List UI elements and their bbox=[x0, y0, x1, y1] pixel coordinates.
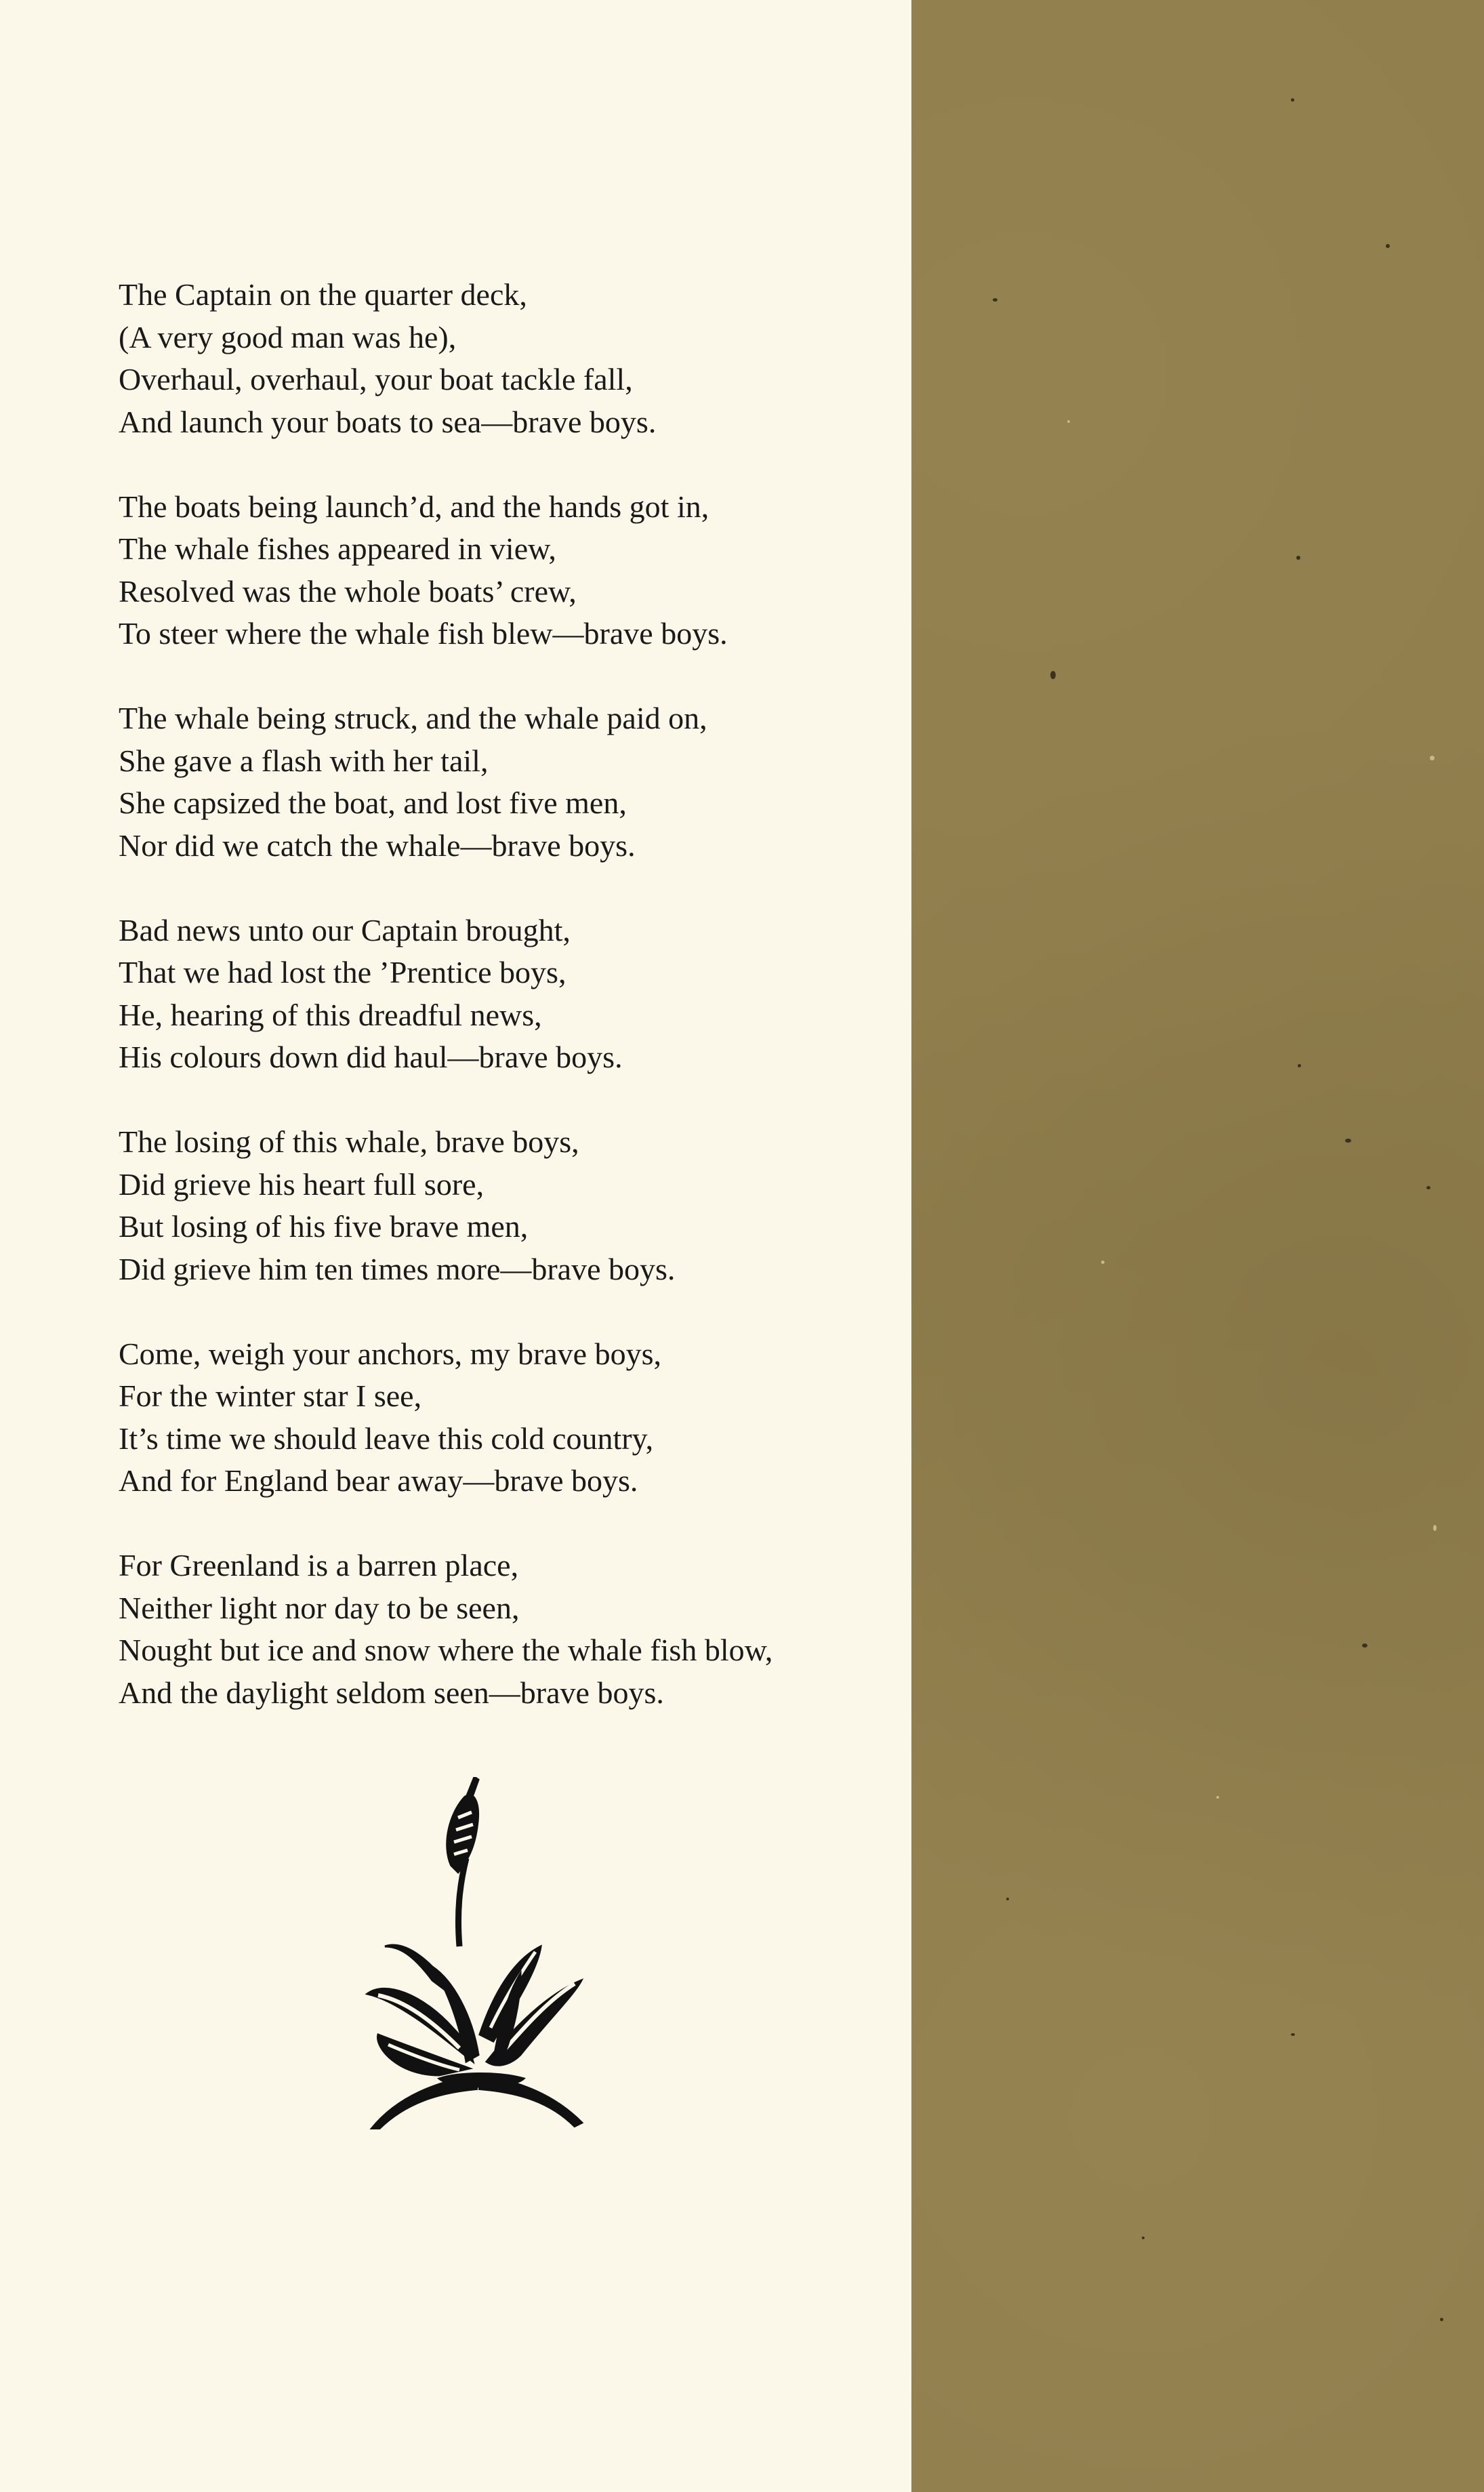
paper-fleck bbox=[1426, 1186, 1430, 1189]
paper-fleck bbox=[1362, 1643, 1367, 1648]
poem-line: Resolved was the whole boats’ crew, bbox=[119, 573, 577, 609]
poem-line: Come, weigh your anchors, my brave boys, bbox=[119, 1336, 662, 1371]
stanza-3 bbox=[119, 697, 891, 867]
paper-fleck bbox=[1433, 1525, 1437, 1531]
poem-text bbox=[119, 274, 891, 1714]
poem-line: And for England bear away—brave boys. bbox=[119, 1463, 638, 1498]
stanza-5 bbox=[119, 1121, 891, 1290]
poem-line: For the winter star I see, bbox=[119, 1378, 422, 1413]
poem-line: (A very good man was he), bbox=[119, 319, 457, 354]
poem-line: The whale being struck, and the whale paid on, bbox=[119, 701, 707, 735]
poem-line: Did grieve him ten times more—brave boys. bbox=[119, 1251, 676, 1286]
paper-fleck bbox=[1296, 556, 1300, 560]
stanza-2 bbox=[119, 486, 891, 655]
poem-line: Nought but ice and snow where the whale fish blow, bbox=[119, 1633, 773, 1667]
poem-line: Nor did we catch the whale—brave boys. bbox=[119, 828, 636, 863]
poem-line: And the daylight seldom seen—brave boys. bbox=[119, 1675, 664, 1710]
paper-fleck bbox=[1291, 2033, 1295, 2036]
paper-fleck bbox=[1386, 244, 1390, 248]
poem-line: Neither light nor day to be seen, bbox=[119, 1590, 520, 1625]
poem-line: His colours down did haul—brave boys. bbox=[119, 1040, 623, 1074]
paper-fleck bbox=[1430, 756, 1435, 760]
paper-fleck bbox=[993, 298, 997, 302]
poem-line: The boats being launch’d, and the hands got in, bbox=[119, 489, 709, 524]
paper-fleck bbox=[1101, 1261, 1105, 1264]
poem-line: That we had lost the ’Prentice boys, bbox=[119, 955, 566, 989]
cover-board bbox=[911, 0, 1484, 2492]
paper-fleck bbox=[1067, 420, 1070, 423]
poem-line: Did grieve his heart full sore, bbox=[119, 1166, 485, 1202]
poem-line: She capsized the boat, and lost five men, bbox=[119, 785, 627, 820]
poem-line: For Greenland is a barren place, bbox=[119, 1548, 519, 1582]
bulrush-woodcut-icon bbox=[358, 1777, 592, 2129]
poem-line: He, hearing of this dreadful news, bbox=[119, 997, 542, 1032]
paper-fleck bbox=[1440, 2318, 1443, 2321]
paper-fleck bbox=[1291, 98, 1294, 102]
poem-line: The losing of this whale, brave boys, bbox=[119, 1124, 579, 1159]
paper-fleck bbox=[1006, 1898, 1009, 1900]
poem-line: It’s time we should leave this cold country, bbox=[119, 1421, 654, 1456]
poem-line: The whale fishes appeared in view, bbox=[119, 531, 556, 566]
poem-line: And launch your boats to sea—brave boys. bbox=[119, 404, 657, 439]
paper-fleck bbox=[1142, 2236, 1145, 2239]
paper-fleck bbox=[1345, 1139, 1351, 1143]
poem-line: To steer where the whale fish blew—brave boys. bbox=[119, 616, 728, 651]
poem-line: Overhaul, overhaul, your boat tackle fall, bbox=[119, 362, 633, 396]
stanza-6 bbox=[119, 1333, 891, 1503]
stanza-1 bbox=[119, 274, 891, 443]
paper-fleck bbox=[1298, 1064, 1301, 1067]
paper-fleck bbox=[1050, 671, 1056, 679]
poem-line: Bad news unto our Captain brought, bbox=[119, 912, 571, 947]
paper-fleck bbox=[1216, 1796, 1219, 1799]
poem-line: She gave a flash with her tail, bbox=[119, 743, 489, 778]
stanza-7 bbox=[119, 1545, 891, 1714]
poem-line: But losing of his five brave men, bbox=[119, 1209, 529, 1244]
poem-line: The Captain on the quarter deck, bbox=[119, 277, 527, 312]
stanza-4 bbox=[119, 910, 891, 1079]
